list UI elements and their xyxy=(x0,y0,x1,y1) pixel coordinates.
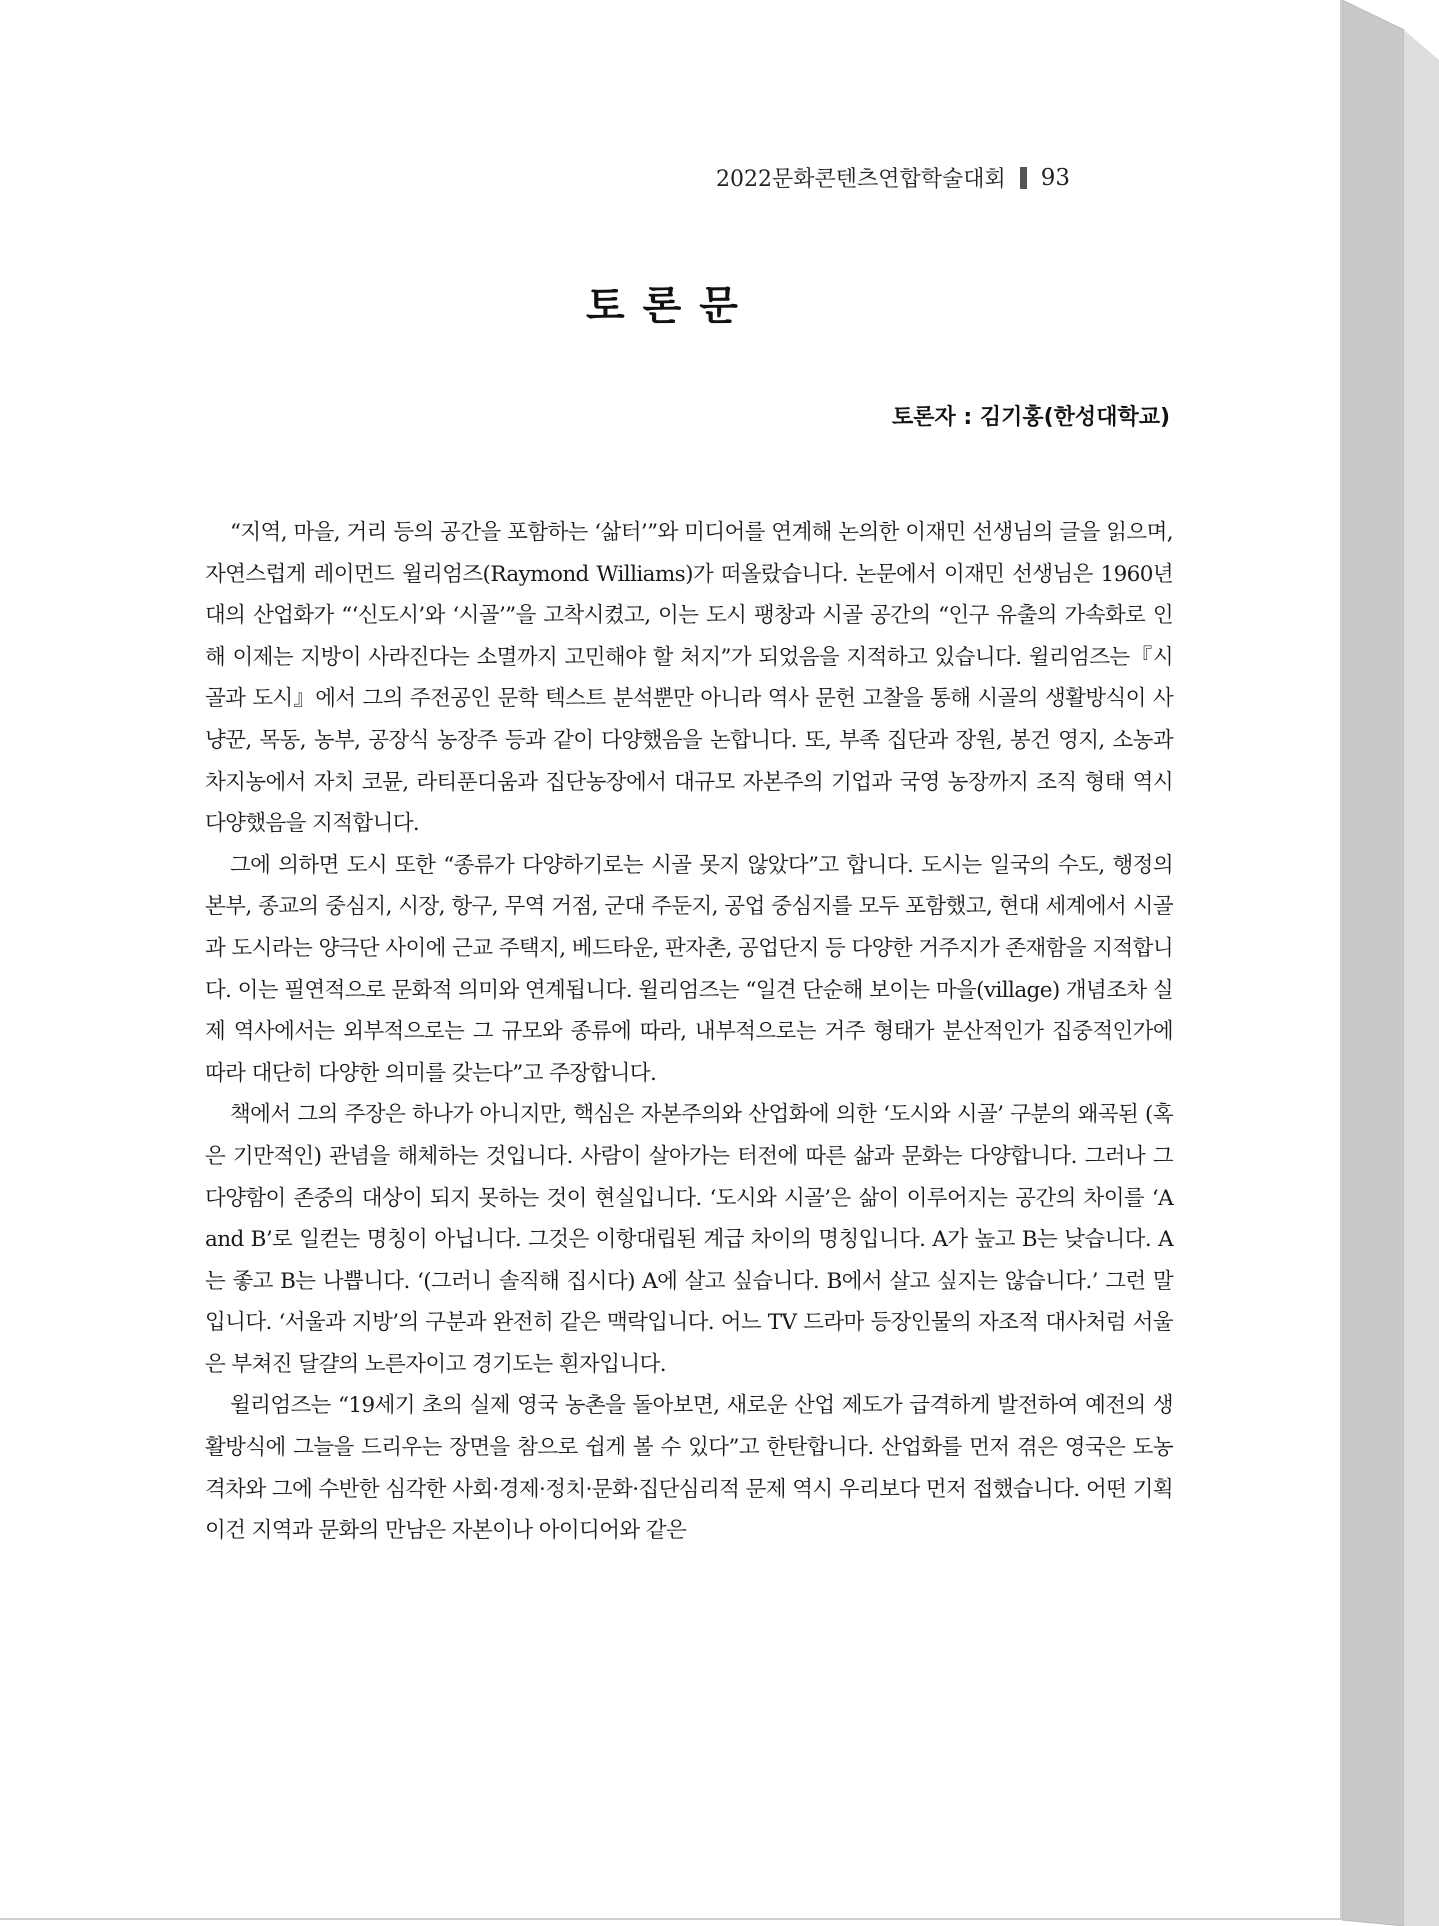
page-stack-edge xyxy=(1342,0,1439,1926)
paragraph-1: “지역, 마을, 거리 등의 공간을 포함하는 ‘삶터’”와 미디어를 연계해 논의한 이재민 선생님의 글을 읽으며, 자연스럽게 레이먼드 윌리엄즈(Raymond Williams)가 떠올랐습니다. 논문에서 이재민 선생님은 1960년대의 산업화가 “‘신도시’와 ‘시골’”을 고착시켰고, 이는 도시 팽창과 시골 공간의 “인구 유출의 가속화로 인해 이제는 지방이 사라진다는 소멸까지 고민해야 할 처지”가 되었음을 지적하고 있습니다. 윌리엄즈는『시골과 도시』에서 그의 주전공인 문학 텍스트 분석뿐만 아니라 역사 문헌 고찰을 통해 시골의 생활방식이 사냥꾼, 목동, 농부, 공장식 농장주 등과 같이 다양했음을 논합니다. 또, 부족 집단과 장원, 봉건 영지, 소농과 차지농에서 자치 코뮨, 라티푼디움과 집단농장에서 대규모 자본주의 기업과 국영 농장까지 조직 형태 역시 다양했음을 지적합니다. xyxy=(205,520,1173,837)
running-title: 2022문화콘텐츠연합학술대회 xyxy=(715,167,1006,192)
paragraph-4: 윌리엄즈는 “19세기 초의 실제 영국 농촌을 돌아보면, 새로운 산업 제도가 급격하게 발전하여 예전의 생활방식에 그늘을 드리우는 장면을 참으로 쉽게 볼 수 있다”고 한탄합니다. 산업화를 먼저 겪은 영국은 도농격차와 그에 수반한 심각한 사회·경제·정치·문화·집단심리적 문제 역시 우리보다 먼저 접했습니다. 어떤 기획이건 지역과 문화의 만남은 자본이나 아이디어와 같은 xyxy=(205,1393,1173,1544)
paragraph-2: 그에 의하면 도시 또한 “종류가 다양하기로는 시골 못지 않았다”고 합니다. 도시는 일국의 수도, 행정의 본부, 종교의 중심지, 시장, 항구, 무역 거점, 군대 주둔지, 공업 중심지를 모두 포함했고, 현대 세계에서 시골과 도시라는 양극단 사이에 근교 주택지, 베드타운, 판자촌, 공업단지 등 다양한 거주지가 존재함을 지적합니다. 이는 필연적으로 문화적 의미와 연계됩니다. 윌리엄즈는 “일견 단순해 보이는 마을(village) 개념조차 실제 역사에서는 외부적으로는 그 규모와 종류에 따라, 내부적으로는 거주 형태가 분산적인가 집중적인가에 따라 대단히 다양한 의미를 갖는다”고 주장합니다. xyxy=(205,852,1173,1086)
document-title: 토론문 xyxy=(586,283,756,329)
author-line: 토론자 : 김기홍(한성대학교) xyxy=(892,405,1170,430)
paragraph-3: 책에서 그의 주장은 하나가 아니지만, 핵심은 자본주의와 산업화에 의한 ‘도시와 시골’ 구분의 왜곡된 (혹은 기만적인) 관념을 해체하는 것입니다. 사람이 살아가는 터전에 따른 삶과 문화는 다양합니다. 그러나 그 다양함이 존중의 대상이 되지 못하는 것이 현실입니다. ‘도시와 시골’은 삶이 이루어지는 공간의 차이를 ‘A and B’로 일컫는 명칭이 아닙니다. 그것은 이항대립된 계급 차이의 명칭입니다. A가 높고 B는 낮습니다. A는 좋고 B는 나쁩니다. ‘(그러니 솔직해 집시다) A에 살고 싶습니다. B에서 살고 싶지는 않습니다.’ 그런 말입니다. ‘서울과 지방’의 구분과 완전히 같은 맥락입니다. 어느 TV 드라마 등장인물의 자조적 대사처럼 서울은 부쳐진 달걀의 노른자이고 경기도는 흰자입니다. xyxy=(205,1102,1173,1377)
page-number: 93 xyxy=(1040,164,1070,191)
header-divider-bar xyxy=(1020,167,1027,189)
body-text xyxy=(205,512,1173,1552)
running-header xyxy=(716,162,1070,193)
